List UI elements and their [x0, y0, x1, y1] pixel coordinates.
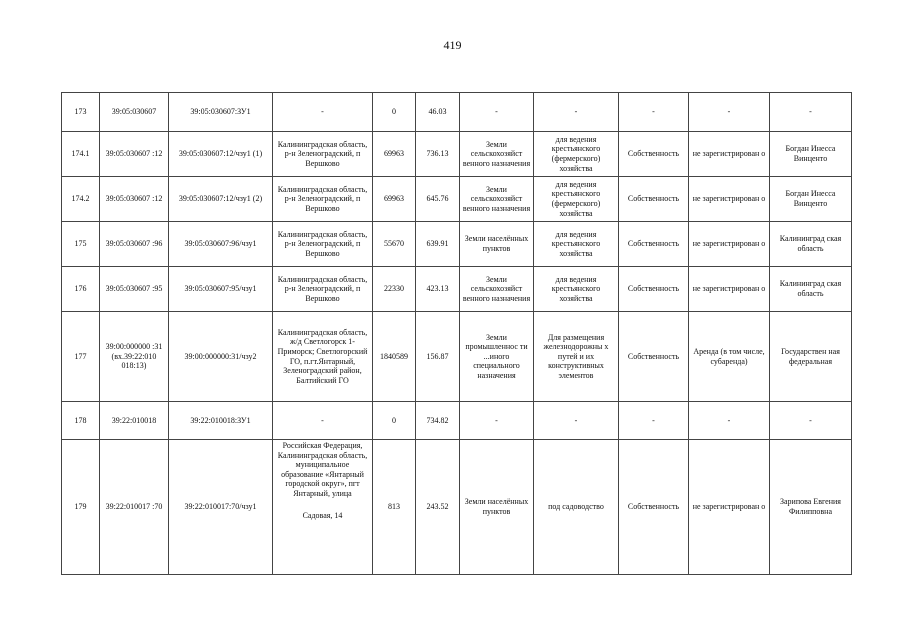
- area-part: 46.03: [416, 93, 460, 132]
- cadastral-block: 39:05:030607 :12: [100, 132, 169, 177]
- land-category: Земли сельскохозяйст венного назначения: [460, 267, 534, 312]
- area-total: 69963: [373, 177, 416, 222]
- parcel-number: 39:05:030607:96/чзу1: [169, 222, 273, 267]
- land-category: -: [460, 402, 534, 440]
- land-category: Земли сельскохозяйст венного назначения: [460, 177, 534, 222]
- address: -: [273, 93, 373, 132]
- row-number: 178: [62, 402, 100, 440]
- permitted-use: под садоводство: [534, 440, 619, 575]
- permitted-use: для ведения крестьянского (фермерского) хозяйства: [534, 132, 619, 177]
- address: -: [273, 402, 373, 440]
- table-row: [62, 222, 852, 267]
- table-row: [62, 93, 852, 132]
- land-category: Земли сельскохозяйст венного назначения: [460, 132, 534, 177]
- cadastral-block: 39:05:030607 :96: [100, 222, 169, 267]
- area-total: 0: [373, 402, 416, 440]
- cadastral-block: 39:22:010018: [100, 402, 169, 440]
- cadastral-block: 39:22:010017 :70: [100, 440, 169, 575]
- encumbrance: не зарегистрирован о: [689, 267, 770, 312]
- right-holder: -: [770, 93, 852, 132]
- address: Калининградская область, р-н Зеленоградский, п Вершково: [273, 267, 373, 312]
- row-number: 175: [62, 222, 100, 267]
- area-part: 734.82: [416, 402, 460, 440]
- address: [273, 440, 373, 575]
- right-holder: Богдан Инесса Винценто: [770, 132, 852, 177]
- parcel-number: 39:05:030607:12/чзу1 (1): [169, 132, 273, 177]
- table-row: [62, 312, 852, 402]
- right-holder: Зарипова Евгения Филипповна: [770, 440, 852, 575]
- right-holder: Калининград ская область: [770, 267, 852, 312]
- encumbrance: -: [689, 402, 770, 440]
- area-part: 736.13: [416, 132, 460, 177]
- right-type: Собственность: [619, 132, 689, 177]
- address-tail: Садовая, 14: [302, 510, 343, 520]
- cadastral-block: 39:05:030607 :12: [100, 177, 169, 222]
- permitted-use: для ведения крестьянского (фермерского) хозяйства: [534, 177, 619, 222]
- parcel-number: 39:00:000000:31/чзу2: [169, 312, 273, 402]
- area-total: 0: [373, 93, 416, 132]
- parcel-number: 39:05:030607:ЗУ1: [169, 93, 273, 132]
- area-part: 423.13: [416, 267, 460, 312]
- encumbrance: не зарегистрирован о: [689, 222, 770, 267]
- area-part: 645.76: [416, 177, 460, 222]
- parcel-number: 39:22:010018:ЗУ1: [169, 402, 273, 440]
- table-row: [62, 402, 852, 440]
- area-total: 55670: [373, 222, 416, 267]
- parcel-number: 39:22:010017:70/чзу1: [169, 440, 273, 575]
- land-category: Земли населённых пунктов: [460, 222, 534, 267]
- encumbrance: не зарегистрирован о: [689, 132, 770, 177]
- land-register-table: [61, 92, 852, 575]
- row-number: 177: [62, 312, 100, 402]
- permitted-use: -: [534, 402, 619, 440]
- address: Калининградская область, р-н Зеленоградский, п Вершково: [273, 222, 373, 267]
- parcel-number: 39:05:030607:95/чзу1: [169, 267, 273, 312]
- address: Калининградская область, р-н Зеленоградский, п Вершково: [273, 177, 373, 222]
- land-category: -: [460, 93, 534, 132]
- row-number: 176: [62, 267, 100, 312]
- area-total: 813: [373, 440, 416, 575]
- land-category: Земли промышленнос ти ...иного специального назначения: [460, 312, 534, 402]
- right-type: Собственность: [619, 440, 689, 575]
- right-type: Собственность: [619, 267, 689, 312]
- page-number: 419: [443, 38, 462, 52]
- area-part: 639.91: [416, 222, 460, 267]
- table-row: [62, 132, 852, 177]
- table-row: [62, 177, 852, 222]
- area-part: 243.52: [416, 440, 460, 575]
- area-total: 1840589: [373, 312, 416, 402]
- encumbrance: -: [689, 93, 770, 132]
- encumbrance: не зарегистрирован о: [689, 440, 770, 575]
- area-total: 22330: [373, 267, 416, 312]
- right-type: Собственность: [619, 222, 689, 267]
- encumbrance: Аренда (в том числе, субаренда): [689, 312, 770, 402]
- cadastral-block: 39:00:000000 :31 (вх.39:22:010 018:13): [100, 312, 169, 402]
- address: Калининградская область, ж/д Светлогорск 1-Приморск; Светлогорский ГО, п.гт.Янтарный, Зеленоградский район, Балтийский ГО: [273, 312, 373, 402]
- table-row: [62, 440, 852, 575]
- encumbrance: не зарегистрирован о: [689, 177, 770, 222]
- right-type: Собственность: [619, 312, 689, 402]
- right-holder: -: [770, 402, 852, 440]
- permitted-use: -: [534, 93, 619, 132]
- cadastral-block: 39:05:030607: [100, 93, 169, 132]
- cadastral-block: 39:05:030607 :95: [100, 267, 169, 312]
- address: Калининградская область, р-н Зеленоградский, п Вершково: [273, 132, 373, 177]
- area-total: 69963: [373, 132, 416, 177]
- right-holder: Государствен ная федеральная: [770, 312, 852, 402]
- land-category: Земли населённых пунктов: [460, 440, 534, 575]
- row-number: 174.2: [62, 177, 100, 222]
- address-main: Российская Федерация, Калининградская область, муниципальное образование «Янтарный городской округ», пгт Янтарный, улица: [277, 441, 368, 498]
- row-number: 173: [62, 93, 100, 132]
- permitted-use: для ведения крестьянского хозяйства: [534, 267, 619, 312]
- row-number: 179: [62, 440, 100, 575]
- right-type: -: [619, 93, 689, 132]
- right-type: -: [619, 402, 689, 440]
- table-row: [62, 267, 852, 312]
- permitted-use: для ведения крестьянского хозяйства: [534, 222, 619, 267]
- row-number: 174.1: [62, 132, 100, 177]
- right-holder: Калининград ская область: [770, 222, 852, 267]
- right-type: Собственность: [619, 177, 689, 222]
- permitted-use: Для размещения железнодорожны х путей и их конструктивных элементов: [534, 312, 619, 402]
- parcel-number: 39:05:030607:12/чзу1 (2): [169, 177, 273, 222]
- area-part: 156.87: [416, 312, 460, 402]
- right-holder: Богдан Инесса Винценто: [770, 177, 852, 222]
